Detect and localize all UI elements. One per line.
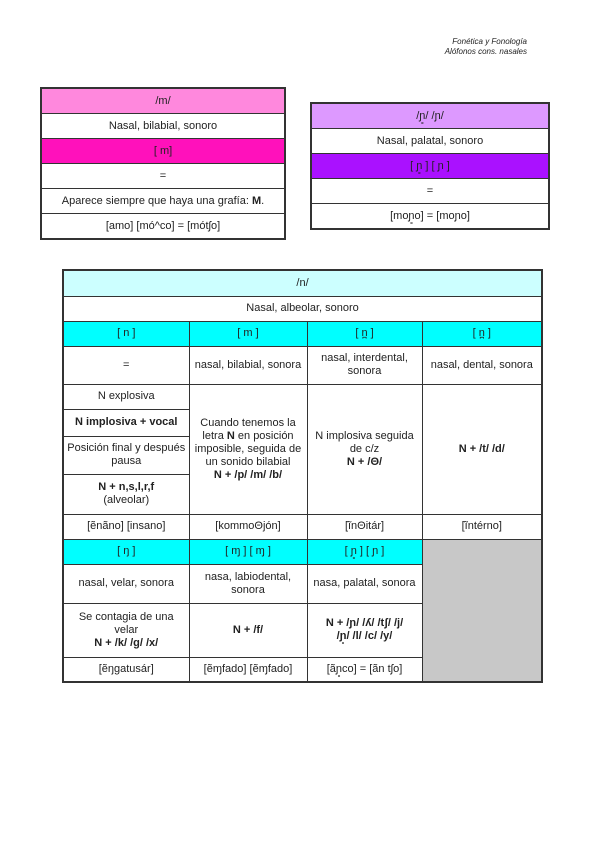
rule-text: en posición imposible, seguida de un sonido bilabial <box>194 429 302 468</box>
rule-cell <box>422 384 542 514</box>
rule-formula: N + /ɲ/ /ʎ/ /tʃ/ /j/ <box>325 617 404 629</box>
allophone-cell: [ ɲ̥ ] [ ɲ ] <box>307 539 422 564</box>
desc-cell: nasal, interdental, sonora <box>307 346 422 384</box>
example-cell: [ẽnãno] [insano] <box>63 514 189 539</box>
example-cell: [ãɲ̥co] = [ãn tʃo] <box>307 657 422 682</box>
n-desc: Nasal, albeolar, sonoro <box>63 296 542 321</box>
rule-cell <box>63 409 189 436</box>
allophone-cell: [ m ] <box>189 321 307 346</box>
allophone-cell: [ n̪ ] <box>307 321 422 346</box>
rule-text: Cuando tenemos la letra <box>200 416 296 442</box>
m-rule-text: Aparece siempre que haya una grafía: <box>61 194 252 207</box>
allophone-cell: [ n̪ ] <box>422 321 542 346</box>
rule-formula: N + /p/ /m/ /b/ <box>213 468 283 481</box>
rule-bold: N <box>226 429 235 442</box>
allophone-cell: [ n ] <box>63 321 189 346</box>
rule-text: N implosiva seguida de c/z <box>315 429 414 455</box>
m-eq: = <box>41 164 285 189</box>
desc-cell: nasal, bilabial, sonora <box>189 346 307 384</box>
phoneme-n-table <box>62 269 543 683</box>
rule-formula: N + /Θ/ <box>346 455 383 468</box>
rule-text: (alveolar) <box>103 494 150 506</box>
rule-cell <box>63 474 189 514</box>
allophone-cell: [ ŋ ] <box>63 539 189 564</box>
rule-formula: N + /f/ <box>232 623 264 636</box>
rule-formula: N + /t/ /d/ <box>458 442 505 455</box>
empty-cell <box>422 539 542 682</box>
nj-desc: Nasal, palatal, sonoro <box>311 129 549 154</box>
example-cell: [ẽɱfado] [ẽɱfado] <box>189 657 307 682</box>
phoneme-nj-table <box>310 102 550 230</box>
rule-cell <box>63 603 189 657</box>
example-cell: [ĩnΘitár] <box>307 514 422 539</box>
n-title: /n/ <box>63 270 542 296</box>
allophone-cell: [ ɱ ] [ ɱ ] <box>189 539 307 564</box>
rule-cell <box>307 603 422 657</box>
m-rule-suffix: . <box>261 194 265 207</box>
m-desc: Nasal, bilabial, sonoro <box>41 114 285 139</box>
example-cell: [ẽŋgatusár] <box>63 657 189 682</box>
desc-cell: nasal, velar, sonora <box>63 564 189 603</box>
rule-cell <box>189 384 307 514</box>
nj-example: [moɲ̥o] = [moɲo] <box>311 204 549 230</box>
m-title: /m/ <box>41 88 285 114</box>
rule-cell: Posición final y después pausa <box>63 436 189 474</box>
topic-title: Alófonos cons. nasales <box>444 47 527 56</box>
example-cell: [ĩntérno] <box>422 514 542 539</box>
example-cell: [kommoΘjón] <box>189 514 307 539</box>
rule-cell <box>189 603 307 657</box>
rule-formula: N implosiva + vocal <box>75 416 178 428</box>
m-allophone: [ m] <box>41 139 285 164</box>
m-example: [amo] [mó^co] = [mótʃo] <box>41 214 285 240</box>
nj-eq: = <box>311 179 549 204</box>
desc-cell: nasa, palatal, sonora <box>307 564 422 603</box>
rule-formula: /ɲ̥/ /l/ /c/ /y/ <box>336 630 393 642</box>
rule-cell <box>307 384 422 514</box>
desc-cell: nasa, labiodental, sonora <box>189 564 307 603</box>
desc-cell: = <box>63 346 189 384</box>
rule-cell: N explosiva <box>63 384 189 409</box>
rule-text: Se contagia de una velar <box>78 610 174 636</box>
rule-formula: N + /k/ /g/ /x/ <box>94 636 159 649</box>
desc-cell: nasal, dental, sonora <box>422 346 542 384</box>
nj-title: /ɲ̥/ /ɲ/ <box>311 103 549 129</box>
m-rule <box>41 189 285 214</box>
course-title: Fonética y Fonología <box>452 37 527 46</box>
phoneme-m-table <box>40 87 286 240</box>
page-header <box>445 37 527 57</box>
rule-formula: N + n,s,l,r,f <box>98 481 155 493</box>
m-rule-bold: M <box>251 194 262 207</box>
nj-allophone: [ ɲ̥ ] [ ɲ ] <box>311 154 549 179</box>
